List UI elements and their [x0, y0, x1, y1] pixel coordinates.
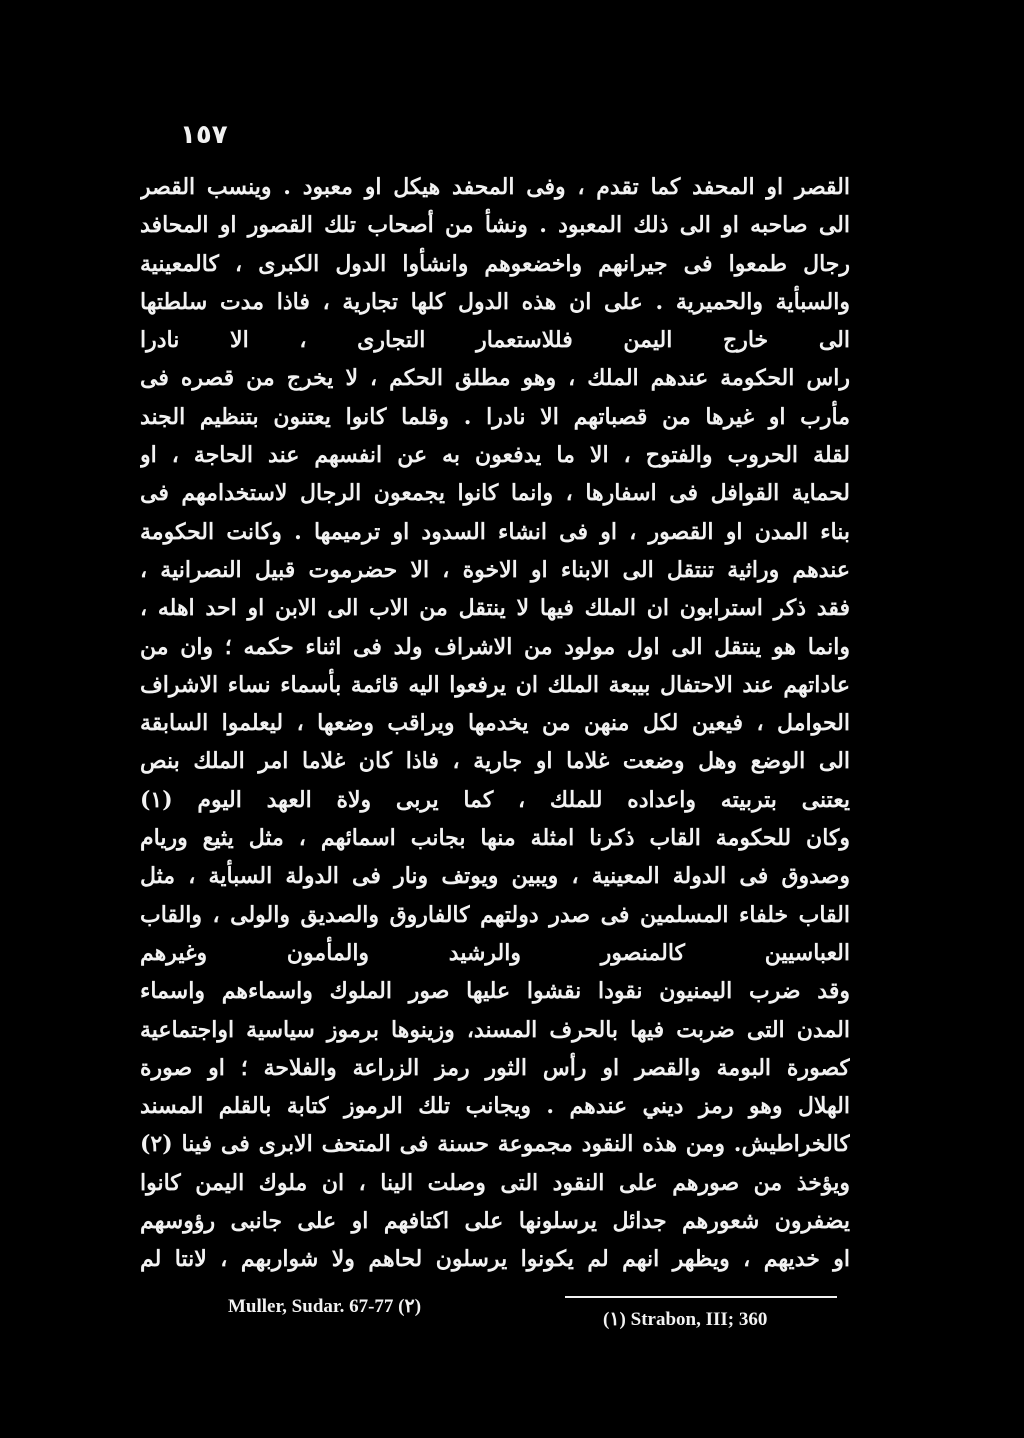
footnote-divider	[565, 1296, 837, 1298]
text-line: لحماية القوافل فى اسفارها ، وانما كانوا يجمعون الرجال لاستخدامهم فى	[140, 480, 850, 507]
text-line: الهلال وهو رمز ديني عندهم . ويجانب تلك الرموز كتابة بالقلم المسند	[140, 1093, 850, 1120]
text-line: مأرب او غيرها من قصباتهم الا نادرا . وقلما كانوا يعتنون بتنظيم الجند	[140, 403, 850, 430]
page-number: ١٥٧	[180, 120, 228, 150]
text-line: وكان للحكومة القاب ذكرنا امثلة منها بجانب اسمائهم ، مثل يثيع وريام	[140, 825, 850, 852]
body-text	[140, 168, 850, 1279]
text-line: القاب خلفاء المسلمين فى صدر دولتهم كالفاروق والصديق والولى ، والقاب	[140, 901, 850, 928]
text-line: وقد ضرب اليمنيون نقودا نقشوا عليها صور الملوك واسماءهم واسماء	[140, 978, 850, 1005]
text-line: رجال طمعوا فى جيرانهم واخضعوهم وانشأوا الدول الكبرى ، كالمعينية	[140, 250, 850, 277]
text-line: المدن التى ضربت فيها بالحرف المسند، وزينوها برموز سياسية اواجتماعية	[140, 1016, 850, 1043]
text-line: كالخراطيش. ومن هذه النقود مجموعة حسنة فى المتحف الابرى فى فينا (٢)	[140, 1131, 850, 1158]
text-line: وصدوق فى الدولة المعينية ، ويبين ويوتف ونار فى الدولة السبأية ، مثل	[140, 863, 850, 890]
text-line: عندهم وراثية تنتقل الى الابناء او الاخوة ، الا حضرموت قبيل النصرانية ،	[140, 556, 850, 583]
text-line: يعتنى بتربيته واعداده للملك ، كما يربى ولاة العهد اليوم (١)	[140, 786, 850, 813]
text-line: القصر او المحفد كما تقدم ، وفى المحفد هيكل او معبود . وينسب القصر	[140, 174, 850, 200]
text-line: بناء المدن او القصور ، او فى انشاء السدود او ترميمها . وكانت الحكومة	[140, 518, 850, 545]
footnote-2: Muller, Sudar. 67-77 (٢)	[228, 1296, 422, 1317]
text-line: يضفرون شعورهم جدائل يرسلونها على اكتافهم او على جانبى رؤوسهم	[140, 1208, 850, 1235]
text-line: ويؤخذ من صورهم على النقود التى وصلت الينا ، ان ملوك اليمن كانوا	[140, 1169, 850, 1196]
text-line: فقد ذكر استرابون ان الملك فيها لا ينتقل من الاب الى الابن او احد اهله ،	[140, 595, 850, 622]
text-line: الحوامل ، فيعين لكل منهن من يخدمها ويراقب وضعها ، ليعلموا السابقة	[140, 710, 850, 737]
text-line: كصورة البومة والقصر او رأس الثور رمز الزراعة والفلاحة ؛ او صورة	[140, 1054, 850, 1081]
text-line: لقلة الحروب والفتوح ، الا ما يدفعون به عن انفسهم عند الحاجة ، او	[140, 442, 850, 469]
text-line: عاداتهم عند الاحتفال بيبعة الملك ان يرفعوا اليه قائمة بأسماء نساء الاشراف	[140, 671, 850, 698]
text-line: الى صاحبه او الى ذلك المعبود . ونشأ من أصحاب تلك القصور او المحافد	[140, 212, 850, 239]
text-line: الى خارج اليمن فللاستعمار التجارى ، الا نادرا	[140, 327, 850, 354]
text-line: او خديهم ، ويظهر انهم لم يكونوا يرسلون لحاهم ولا شواربهم ، لانتا لم	[140, 1246, 850, 1273]
text-line: وانما هو ينتقل الى اول مولود من الاشراف ولد فى اثناء حكمه ؛ وان من	[140, 633, 850, 660]
footnote-1: (١) Strabon, III; 360	[603, 1309, 768, 1330]
text-line: والسبأية والحميرية . على ان هذه الدول كلها تجارية ، فاذا مدت سلطتها	[140, 288, 850, 315]
text-line: العباسيين كالمنصور والرشيد والمأمون وغيرهم	[140, 939, 850, 966]
text-line: راس الحكومة عندهم الملك ، وهو مطلق الحكم ، لا يخرج من قصره فى	[140, 365, 850, 392]
text-line: الى الوضع وهل وضعت غلاما او جارية ، فاذا كان غلاما امر الملك بنص	[140, 748, 850, 775]
